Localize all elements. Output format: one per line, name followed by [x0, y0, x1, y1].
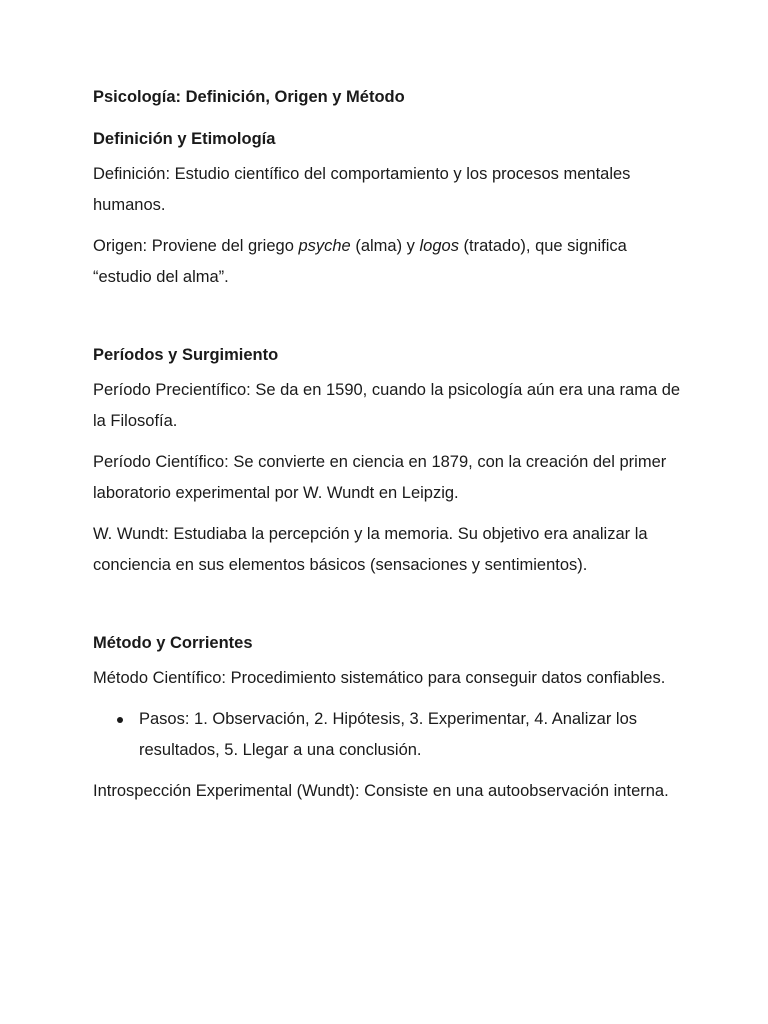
paragraph-definicion: Definición: Estudio científico del comportamiento y los procesos mentales humanos. [93, 165, 631, 214]
origen-text-prefix: Origen: Proviene del griego [93, 237, 299, 255]
document-title: Psicología: Definición, Origen y Método [93, 88, 405, 106]
paragraph-cientifico: Período Científico: Se convierte en ciencia en 1879, con la creación del primer laboratorio experimental por W. Wundt en Leipzig. [93, 453, 667, 502]
origen-text-suffix: (tratado), que significa “estudio del alma”. [93, 237, 627, 286]
section-spacer [93, 303, 683, 344]
section-spacer [93, 591, 683, 632]
document-page [93, 86, 683, 817]
term-logos: logos [419, 237, 459, 255]
paragraph-introspeccion: Introspección Experimental (Wundt): Consiste en una autoobservación interna. [93, 782, 669, 800]
section-heading-periodos: Períodos y Surgimiento [93, 346, 279, 364]
paragraph-wundt: W. Wundt: Estudiaba la percepción y la memoria. Su objetivo era analizar la conciencia en sus elementos básicos (sensaciones y sentimientos). [93, 525, 648, 574]
origen-text-mid: (alma) y [350, 237, 420, 255]
paragraph-precientifico: Período Precientífico: Se da en 1590, cuando la psicología aún era una rama de la Filosofía. [93, 381, 681, 430]
steps-list [93, 704, 683, 766]
paragraph-origen [93, 231, 683, 293]
section-heading-definicion: Definición y Etimología [93, 130, 276, 148]
list-item-pasos: Pasos: 1. Observación, 2. Hipótesis, 3. Experimentar, 4. Analizar los resultados, 5. Llegar a una conclusión. [139, 704, 683, 766]
term-psyche: psyche [298, 237, 351, 255]
section-heading-metodo: Método y Corrientes [93, 634, 253, 652]
paragraph-metodo-cientifico: Método Científico: Procedimiento sistemático para conseguir datos confiables. [93, 669, 666, 687]
